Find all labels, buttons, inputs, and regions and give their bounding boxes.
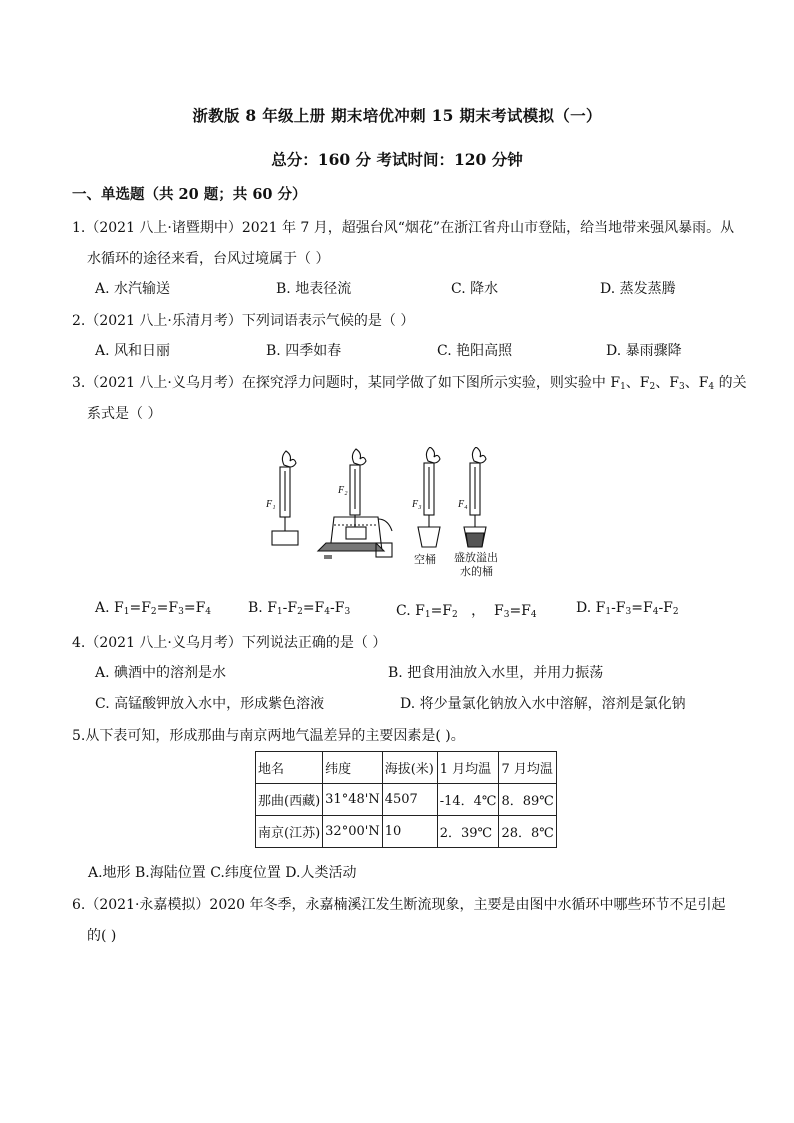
spring-scale-1 [272, 451, 298, 545]
table-header-row [256, 752, 557, 784]
q3-option-d: D. $F_1-F_3=F_4-F_2$ [576, 600, 679, 617]
table-cell: 10 [382, 816, 437, 848]
table-cell: 8．89℃ [499, 784, 556, 816]
q4-option-d: D. 将少量氯化钠放入水中溶解，溶剂是氯化钠 [400, 696, 686, 712]
table-row [256, 784, 557, 816]
q4-text: 4.（2021 八上·义乌月考）下列说法正确的是（ ） [72, 635, 387, 651]
table-cell: 那曲(西藏) [256, 784, 323, 816]
table-cell: 31°48'N [323, 784, 383, 816]
table-header-cell: 7 月均温 [499, 752, 556, 784]
q4-option-a: A. 碘酒中的溶剂是水 [95, 665, 227, 681]
q5-text: 5.从下表可知，形成那曲与南京两地气温差异的主要因素是( )。 [72, 728, 465, 744]
label-f1: F₁ [266, 499, 276, 510]
q1-option-d: D. 蒸发蒸腾 [600, 281, 676, 297]
table-header-cell: 纬度 [323, 752, 383, 784]
spring-scale-2 [318, 449, 392, 559]
q1-text-line2: 水循环的途径来看，台风过境属于（ ） [87, 251, 330, 267]
exam-info: 总分：160 分 考试时间：120 分钟 [271, 150, 523, 169]
table-cell: 南京(江苏) [256, 816, 323, 848]
q2-option-b: B. 四季如春 [266, 343, 342, 359]
q2-option-c: C. 艳阳高照 [437, 343, 513, 359]
table-cell: 32°00'N [323, 816, 383, 848]
caption-full-bucket-1: 盛放溢出 [454, 551, 498, 564]
table-row [256, 816, 557, 848]
table-header-cell: 地名 [256, 752, 323, 784]
q1-text-line1: 1.（2021 八上·诸暨期中）2021 年 7 月，超强台风“烟花”在浙江省舟山市登陆，给当地带来强风暴雨。从 [72, 220, 735, 236]
caption-full-bucket-2: 水的桶 [460, 565, 493, 578]
table-header-cell: 海拔(米) [382, 752, 437, 784]
q2-text: 2.（2021 八上·乐清月考）下列词语表示气候的是（ ） [72, 313, 415, 329]
q6-text-line1: 6.（2021·永嘉模拟）2020 年冬季，永嘉楠溪江发生断流现象，主要是由图中水循环中哪些环节不足引起 [72, 897, 726, 913]
spring-scale-3 [418, 447, 440, 547]
q1-option-a: A. 水汽输送 [95, 281, 171, 297]
table-cell: 28．8℃ [499, 816, 556, 848]
spring-scale-4 [464, 447, 486, 547]
q4-option-b: B. 把食用油放入水里，并用力振荡 [388, 665, 604, 681]
q3-text-line2: 系式是（ ） [87, 406, 162, 422]
q6-text-line2: 的( ) [87, 928, 117, 944]
page-title: 浙教版 8 年级上册 期末培优冲刺 15 期末考试模拟（一） [192, 106, 602, 125]
table-cell: -14．4℃ [437, 784, 499, 816]
caption-empty-bucket: 空桶 [414, 553, 436, 566]
section-heading: 一、单选题（共 20 题；共 60 分） [72, 186, 307, 203]
table-cell: 4507 [382, 784, 437, 816]
q3-text-line1: 3.（2021 八上·义乌月考）在探究浮力问题时，某同学做了如下图所示实验，则实验中 $F_1$、$F_2$、$F_3$、$F_4$ 的关 [72, 375, 747, 392]
q4-option-c: C. 高锰酸钾放入水中，形成紫色溶液 [95, 696, 325, 712]
table-cell: 2．39℃ [437, 816, 499, 848]
climate-table [255, 751, 557, 848]
q3-option-a: A. $F_1=F_2=F_3=F_4$ [95, 600, 212, 617]
label-f4: F₄ [458, 499, 468, 510]
q3-option-c: C. $F_1=F_2$ ， $F_3=F_4$ [396, 603, 537, 620]
q2-option-a: A. 风和日丽 [95, 343, 171, 359]
label-f3: F₃ [412, 499, 422, 510]
q1-option-c: C. 降水 [451, 281, 499, 297]
table-header-cell: 1 月均温 [437, 752, 499, 784]
label-f2: F₂ [338, 485, 348, 496]
q3-option-b: B. $F_1-F_2=F_4-F_3$ [248, 600, 351, 617]
buoyancy-experiment-figure [266, 447, 522, 585]
q2-option-d: D. 暴雨骤降 [606, 343, 682, 359]
q1-option-b: B. 地表径流 [276, 281, 352, 297]
q5-options: A.地形 B.海陆位置 C.纬度位置 D.人类活动 [88, 865, 357, 881]
